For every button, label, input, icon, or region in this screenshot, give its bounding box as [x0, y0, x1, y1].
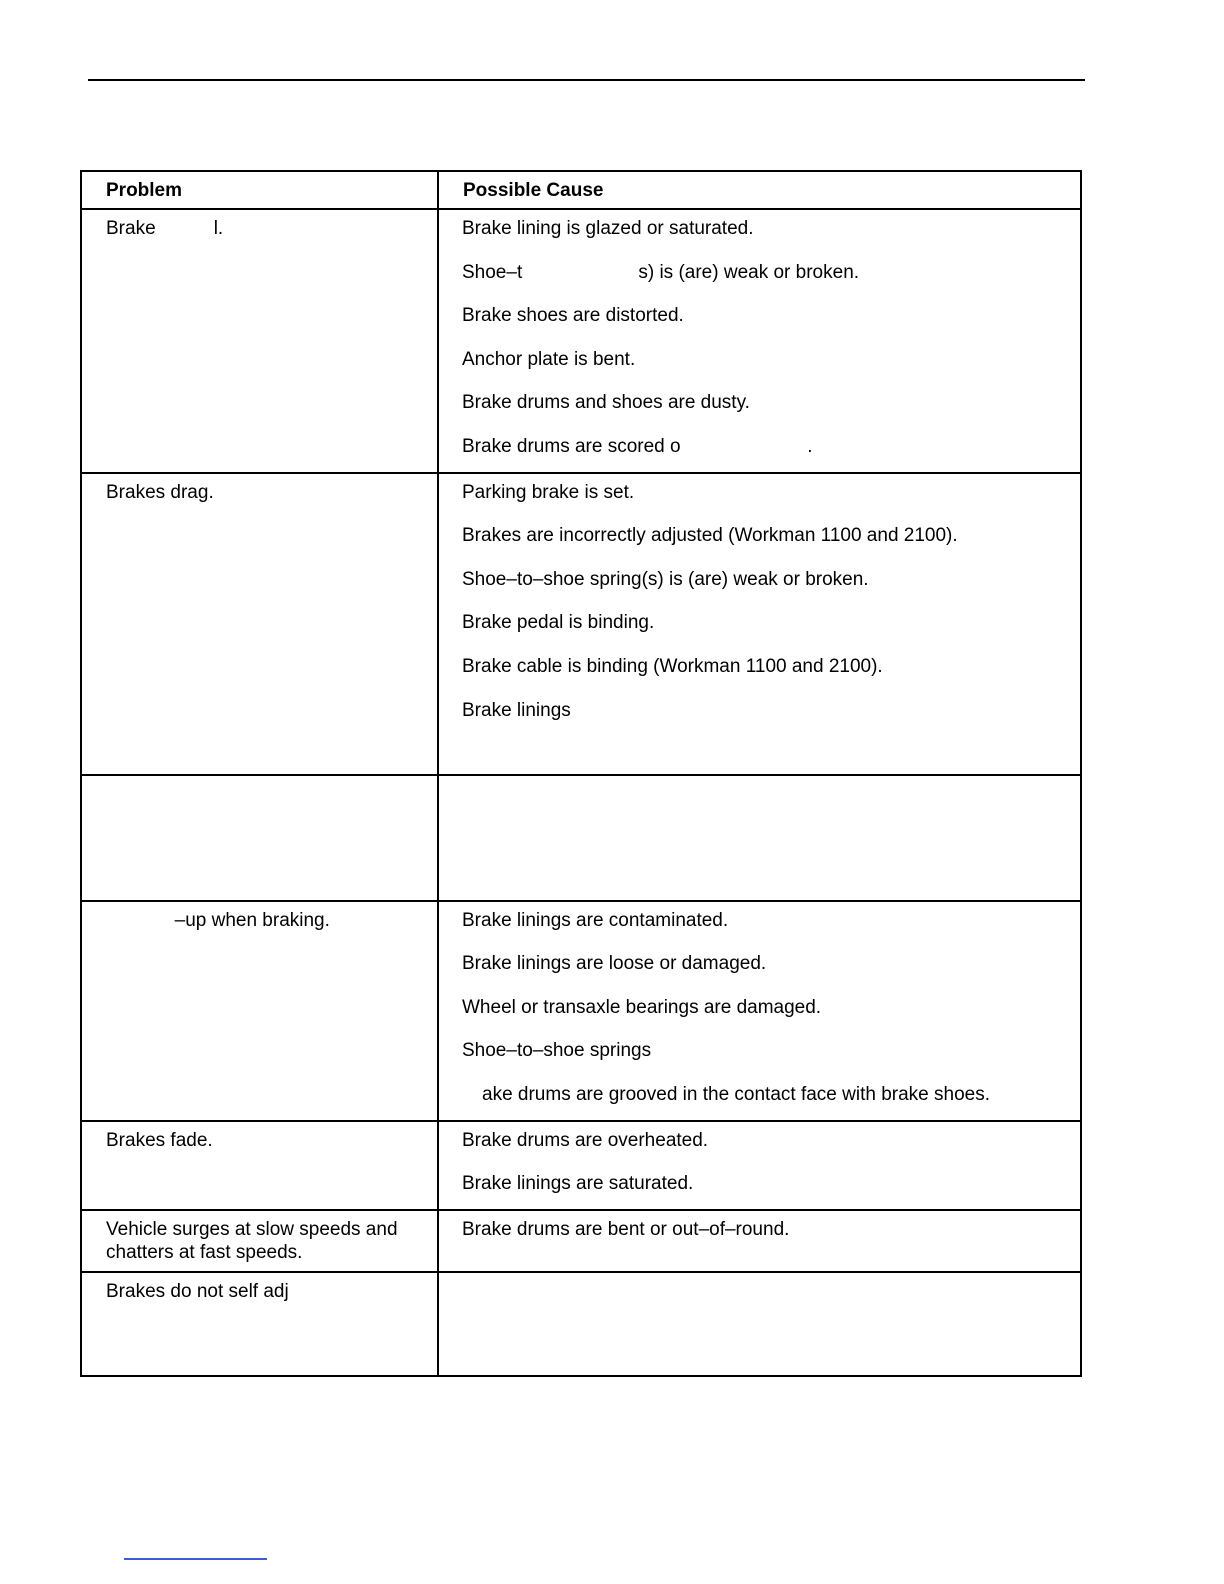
problem-header: Problem [81, 171, 438, 209]
problem-text: Brakes fade. [106, 1129, 213, 1151]
problem-text [82, 776, 437, 783]
problem-cell [81, 775, 438, 901]
problem-text: Brakes do not self adj [106, 1280, 289, 1302]
cause-item: Brake drums are scored o . [462, 435, 813, 457]
troubleshooting-table [80, 170, 1082, 1377]
cause-cell [438, 1121, 1081, 1210]
bottom-link-underline [124, 1558, 267, 1560]
cause-item: Brake pedal is binding. [462, 612, 655, 634]
cause-item: Parking brake is set. [462, 481, 635, 503]
cause-item: Brake linings are contaminated. [462, 909, 729, 931]
top-rule [88, 79, 1085, 81]
cause-item: Brake linings [462, 699, 571, 721]
problem-cell [81, 1272, 438, 1376]
table-row [81, 209, 1081, 473]
cause-item: Brake drums are bent or out–of–round. [462, 1218, 790, 1240]
table-row [81, 901, 1081, 1121]
cause-item: Wheel or transaxle bearings are damaged. [462, 996, 822, 1018]
cause-item: Shoe–t s) is (are) weak or broken. [462, 261, 860, 283]
cause-item: Brake shoes are distorted. [462, 305, 684, 327]
problem-cell [81, 1121, 438, 1210]
problem-cell [81, 473, 438, 775]
cause-item: Anchor plate is bent. [462, 348, 636, 370]
cause-cell [438, 775, 1081, 901]
table-row [81, 1210, 1081, 1272]
problem-cell [81, 901, 438, 1121]
problem-text: Brakes drag. [106, 481, 214, 503]
cause-item: Brake linings are loose or damaged. [462, 953, 767, 975]
problem-text: –up when braking. [106, 909, 330, 931]
cause-item: ake drums are grooved in the contact face with brake shoes. [482, 1083, 990, 1105]
cause-cell [438, 901, 1081, 1121]
cause-cell [438, 209, 1081, 473]
cause-cell [438, 1210, 1081, 1272]
table-row [81, 775, 1081, 901]
table-row [81, 473, 1081, 775]
table-row [81, 1121, 1081, 1210]
cause-header: Possible Cause [438, 171, 1081, 209]
table-header-row [81, 171, 1081, 209]
problem-cell [81, 1210, 438, 1272]
cause-cell [438, 473, 1081, 775]
table-row [81, 1272, 1081, 1376]
cause-item: Brakes are incorrectly adjusted (Workman 1100 and 2100). [462, 525, 958, 547]
cause-item: Shoe–to–shoe springs [462, 1040, 652, 1062]
cause-cell [438, 1272, 1081, 1376]
problem-text: Brake l. [106, 218, 224, 239]
cause-item: Shoe–to–shoe spring(s) is (are) weak or broken. [462, 568, 869, 590]
cause-item: Brake drums and shoes are dusty. [462, 392, 750, 414]
problem-text: Vehicle surges at slow speeds and chatters at fast speeds. [106, 1218, 398, 1263]
cause-item: Brake cable is binding (Workman 1100 and 2100). [462, 655, 883, 677]
cause-item: Brake linings are saturated. [462, 1173, 694, 1195]
cause-item: Brake lining is glazed or saturated. [462, 218, 754, 239]
cause-item: Brake drums are overheated. [462, 1129, 709, 1151]
problem-cell [81, 209, 438, 473]
